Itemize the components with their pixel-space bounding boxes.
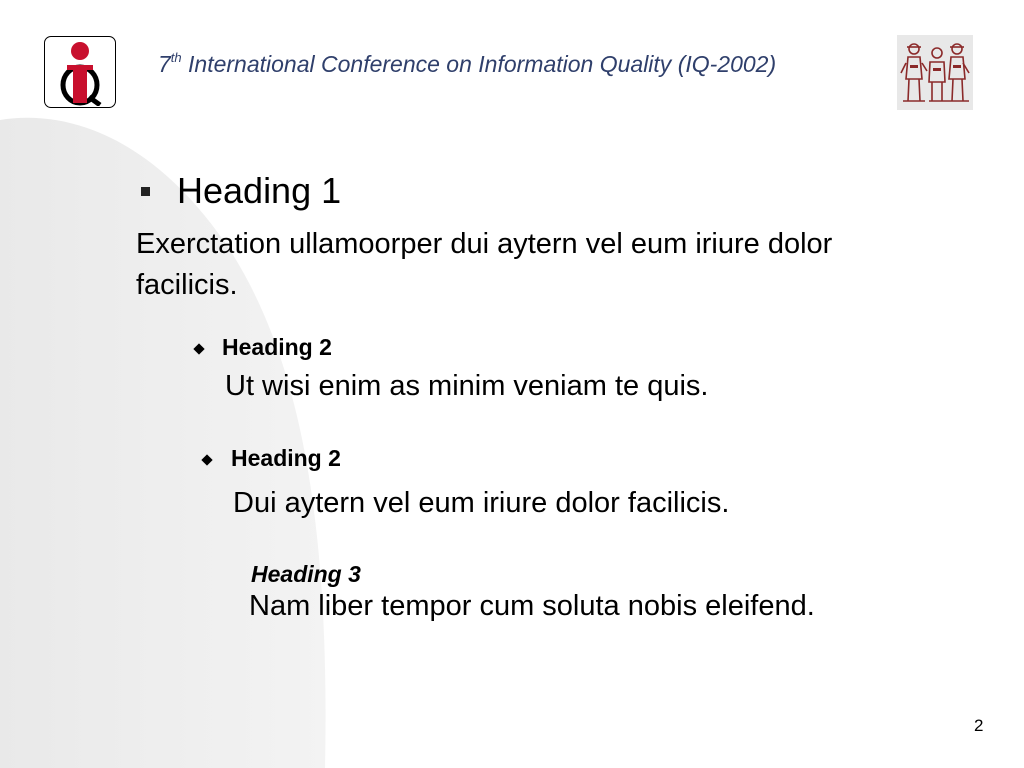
- title-prefix: 7: [158, 51, 171, 77]
- heading-1: Heading 1: [177, 170, 342, 211]
- body-text-2-first: Ut wisi enim as minim veniam te quis.: [225, 370, 709, 402]
- heading-3: Heading 3: [251, 561, 361, 587]
- title-superscript: th: [170, 50, 182, 66]
- iq-conference-logo-icon: [45, 37, 114, 106]
- heading-2-second: Heading 2: [231, 445, 341, 471]
- body-text-3: Nam liber tempor cum soluta nobis eleifend.: [249, 590, 815, 622]
- university-logo: [897, 35, 973, 110]
- page-number: 2: [974, 716, 984, 735]
- heading-2-first: Heading 2: [222, 334, 332, 360]
- university-figures-logo-icon: [897, 35, 973, 110]
- body-text-2-second: Dui aytern vel eum iriure dolor facilicis.: [233, 487, 730, 519]
- heading1-bullet: [141, 187, 150, 196]
- body-text-1: Exerctation ullamoorper dui aytern vel eum iriure dolor facilicis.: [136, 228, 833, 301]
- iq-conference-logo: [44, 36, 116, 108]
- title-rest: International Conference on Information Quality (IQ-2002): [181, 51, 777, 77]
- conference-title: [158, 51, 776, 78]
